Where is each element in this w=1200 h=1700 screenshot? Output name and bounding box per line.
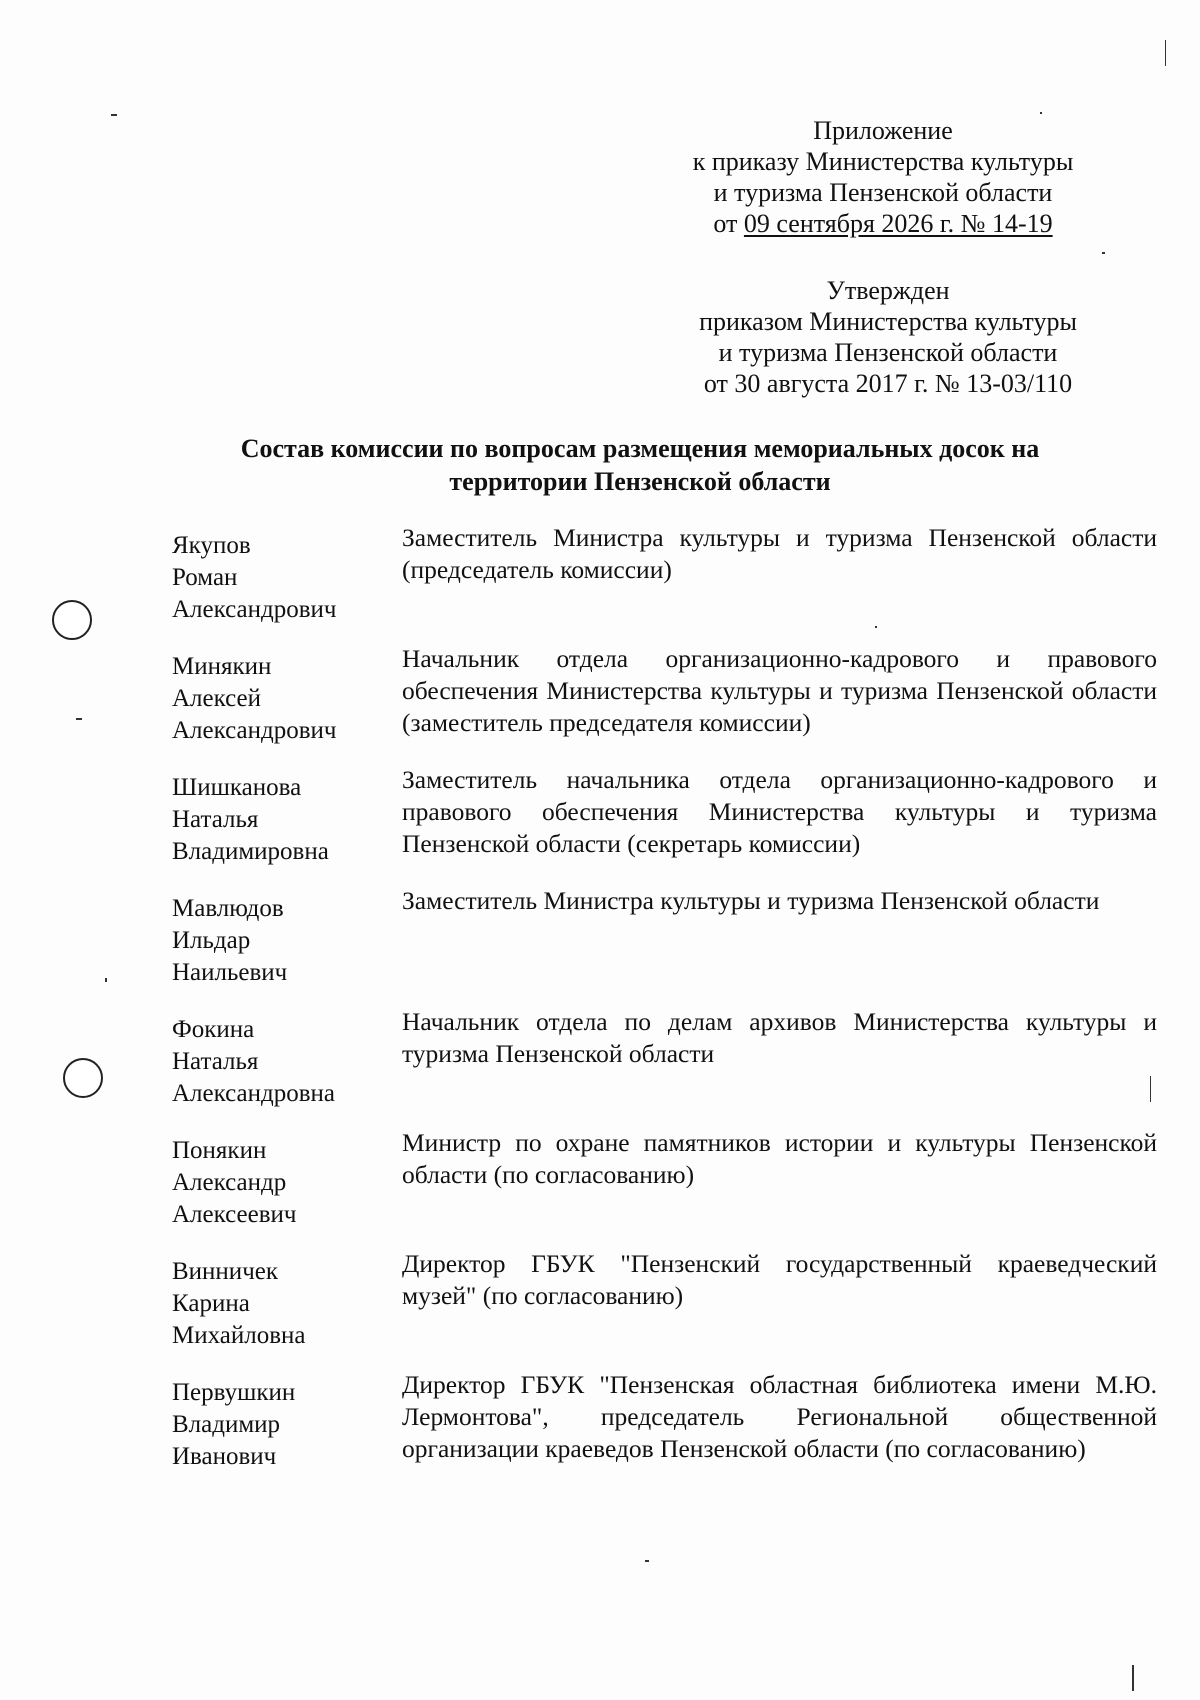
approved-line: от 30 августа 2017 г. № 13-03/110 [703, 369, 1073, 398]
member-surname: Шишканова [172, 774, 302, 801]
member-row [172, 523, 1172, 651]
member-role: Начальник отдела по делам архивов Министерства культуры и туризма Пензенской области [402, 1007, 1157, 1068]
member-first-name: Ильдар [172, 927, 251, 954]
member-role: Заместитель начальника отдела организационно-кадрового и правового обеспечения Министерства культуры и туризма Пензенской области (секретарь комиссии) [402, 765, 1157, 858]
approved-block [668, 275, 1108, 399]
member-role: Директор ГБУК "Пензенская областная библиотека имени М.Ю. Лермонтова", председатель Региональной общественной организации краеведов Пензенской области (по согласованию) [402, 1370, 1157, 1463]
member-row [172, 644, 1172, 772]
member-name [172, 1135, 392, 1231]
scan-speck [1165, 40, 1166, 66]
member-role: Начальник отдела организационно-кадрового и правового обеспечения Министерства культуры и туризма Пензенской области (заместитель председателя комиссии) [402, 644, 1157, 737]
member-name [172, 772, 392, 868]
title-line: территории Пензенской области [449, 467, 831, 496]
member-row [172, 1007, 1172, 1135]
member-name [172, 530, 392, 626]
appendix-date-line [663, 208, 1103, 239]
member-first-name: Наталья [172, 806, 259, 833]
member-first-name: Алексей [172, 685, 262, 712]
member-surname: Мавлюдов [172, 895, 284, 922]
member-patronymic: Михайловна [172, 1322, 306, 1349]
member-name [172, 1377, 392, 1473]
member-first-name: Карина [172, 1290, 250, 1317]
member-row [172, 1249, 1172, 1377]
appendix-date-prefix: от [713, 209, 744, 238]
member-row [172, 1128, 1172, 1256]
member-name [172, 893, 392, 989]
member-patronymic: Алексеевич [172, 1201, 297, 1228]
commission-members-list [172, 523, 1172, 1498]
member-surname: Первушкин [172, 1379, 296, 1406]
member-first-name: Наталья [172, 1048, 259, 1075]
member-surname: Минякин [172, 653, 272, 680]
member-role: Заместитель Министра культуры и туризма Пензенской области (председатель комиссии) [402, 523, 1157, 584]
member-patronymic: Александрович [172, 717, 337, 744]
member-patronymic: Наильевич [172, 959, 288, 986]
scan-speck [1040, 112, 1042, 114]
member-surname: Фокина [172, 1016, 255, 1043]
member-name [172, 651, 392, 747]
document-title [150, 432, 1130, 498]
scan-speck [1132, 1665, 1134, 1691]
member-patronymic: Иванович [172, 1443, 277, 1470]
member-name [172, 1256, 392, 1352]
member-role: Заместитель Министра культуры и туризма Пензенской области [402, 886, 1100, 915]
approved-line: Утвержден [826, 276, 950, 305]
member-surname: Понякин [172, 1137, 267, 1164]
member-patronymic: Александровна [172, 1080, 336, 1107]
scan-speck [76, 718, 82, 720]
member-surname: Винничек [172, 1258, 279, 1285]
member-row [172, 1370, 1172, 1498]
scan-speck [645, 1560, 649, 1562]
member-row [172, 765, 1172, 893]
member-name [172, 1014, 392, 1110]
title-line: Состав комиссии по вопросам размещения мемориальных досок на [240, 434, 1040, 463]
member-patronymic: Владимировна [172, 838, 329, 865]
member-row [172, 886, 1172, 1014]
appendix-date-value: 09 сентября 2026 г. № 14-19 [743, 209, 1053, 238]
approved-line: приказом Министерства культуры [699, 307, 1077, 336]
punch-hole-mark [63, 1058, 103, 1098]
punch-hole-mark [52, 600, 92, 640]
member-first-name: Роман [172, 564, 238, 591]
approved-line: и туризма Пензенской области [718, 338, 1058, 367]
member-role: Директор ГБУК "Пензенский государственный краеведческий музей" (по согласованию) [402, 1249, 1157, 1310]
member-surname: Якупов [172, 532, 251, 559]
member-first-name: Владимир [172, 1411, 281, 1438]
member-patronymic: Александрович [172, 596, 337, 623]
scan-speck [1102, 252, 1105, 254]
appendix-line: Приложение [813, 116, 953, 145]
scan-speck [111, 114, 117, 116]
scan-speck [105, 978, 107, 982]
appendix-line: и туризма Пензенской области [713, 178, 1053, 207]
member-first-name: Александр [172, 1169, 287, 1196]
appendix-line: к приказу Министерства культуры [692, 147, 1074, 176]
appendix-block [663, 115, 1103, 239]
member-role: Министр по охране памятников истории и культуры Пензенской области (по согласованию) [402, 1128, 1157, 1189]
